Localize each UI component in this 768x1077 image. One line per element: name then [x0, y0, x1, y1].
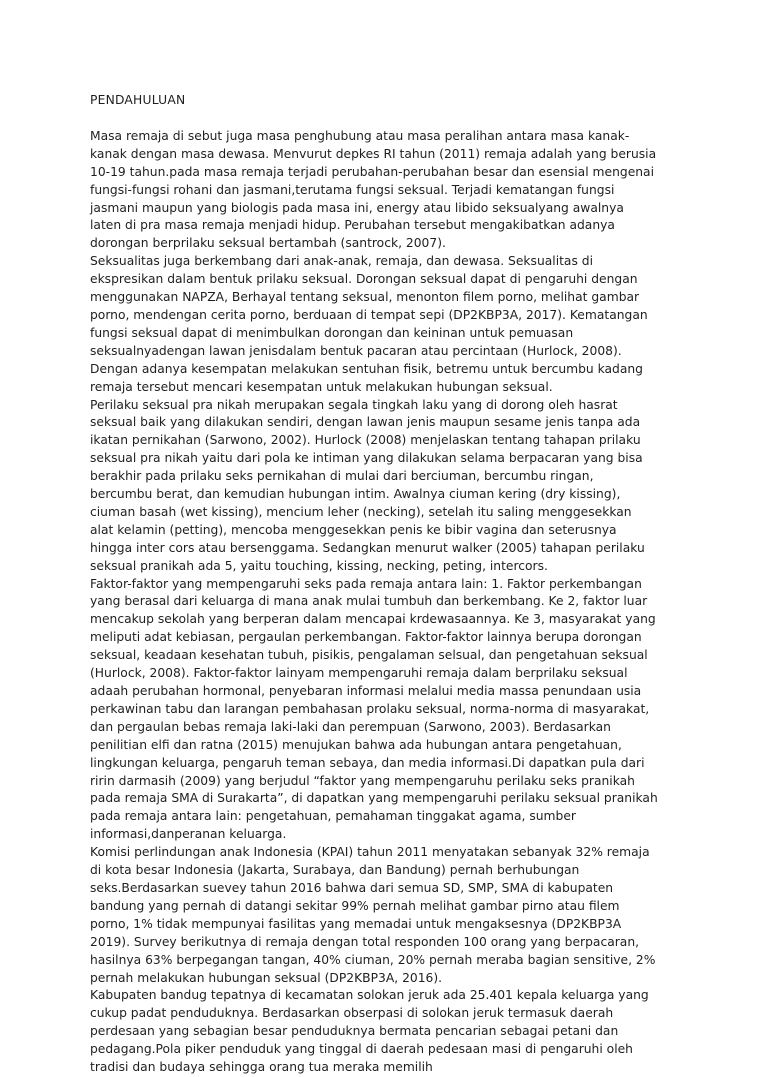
- paragraph-5: Komisi perlindungan anak Indonesia (KPAI) tahun 2011 menyatakan sebanyak 32% remaja di kota besar Indonesia (Jakarta, Surabaya, dan Bandung) pernah berhubungan seks.Berdasarkan suevey tahun 2016 bahwa dari semua SD, SMP, SMA di kabupaten bandung yang pernah di datangi sekitar 99% pernah melihat gambar pirno atau filem porno, 1% tidak mempunyai fasilitas yang memadai untuk mengaksesnya (DP2KBP3A 2019). Survey berikutnya di remaja dengan total responden 100 orang yang berpacaran, hasilnya 63% berpegangan tangan, 40% ciuman, 20% pernah meraba bagian sensitive, 2% pernah melakukan hubungan seksual (DP2KBP3A, 2016).: [90, 845, 656, 985]
- paragraph-2: Seksualitas juga berkembang dari anak-anak, remaja, dan dewasa. Seksualitas di ekspresikan dalam bentuk prilaku seksual. Dorongan seksual dapat di pengaruhi dengan menggunakan NAPZA, Berhayal tentang seksual, menonton filem porno, melihat gambar porno, mendengan cerita porno, berduaan di tempat sepi (DP2KBP3A, 2017). Kematangan fungsi seksual dapat di menimbulkan dorongan dan keininan untuk pemuasan seksualnyadengan lawan jenisdalam bentuk pacaran atau percintaan (Hurlock, 2008). Dengan adanya kesempatan melakukan sentuhan fisik, betremu untuk bercumbu kadang remaja tersebut mencari kesempatan untuk melakukan hubungan seksual.: [90, 254, 648, 394]
- paragraph-1: Masa remaja di sebut juga masa penghubung atau masa peralihan antara masa kanak-kanak dengan masa dewasa. Menvurut depkes RI tahun (2011) remaja adalah yang berusia 10-19 tahun.pada masa remaja terjadi perubahan-perubahan besar dan esensial mengenai fungsi-fungsi rohani dan jasmani,terutama fungsi seksual. Terjadi kematangan fungsi jasmani maupun yang biologis pada masa ini, energy atau libido seksualyang awalnya laten di pra masa remaja menjadi hidup. Perubahan tersebut mengakibatkan adanya dorongan berprilaku seksual bertambah (santrock, 2007).: [90, 128, 657, 251]
- paragraph-3: Perilaku seksual pra nikah merupakan segala tingkah laku yang di dorong oleh hasrat seksual baik yang dilakukan sendiri, dengan lawan jenis maupun sesame jenis tanpa ada ikatan pernikahan (Sarwono, 2002). Hurlock (2008) menjelaskan tentang tahapan prilaku seksual pra nikah yaitu dari pola ke intiman yang dilakukan selama berpacaran yang bisa berakhir pada prilaku seks pernikahan di mulai dari berciuman, bercumbu ringan, bercumbu berat, dan kemudian hubungan intim. Awalnya ciuman kering (dry kissing), ciuman basah (wet kissing), mencium leher (necking), setelah itu saling menggesekkan alat kelamin (petting), mencoba menggesekkan penis ke bibir vagina dan seterusnya hingga inter cors atau bersenggama. Sedangkan menurut walker (2005) tahapan perilaku seksual pranikah ada 5, yaitu touching, kissing, necking, peting, intercors.: [90, 397, 645, 573]
- document-title: PENDAHULUAN: [90, 93, 186, 107]
- paragraph-4: Faktor-faktor yang mempengaruhi seks pada remaja antara lain: 1. Faktor perkembangan yang berasal dari keluarga di mana anak mulai tumbuh dan berkembang. Ke 2, faktor luar mencakup sekolah yang berperan dalam mencapai krdewasaannya. Ke 3, masyarakat yang meliputi adat kebiasan, pergaulan perkembangan. Faktor-faktor lainnya berupa dorongan seksual, keadaan kesehatan tubuh, pisikis, pengalaman selsual, dan pengetahuan seksual (Hurlock, 2008). Faktor-faktor lainyam mempengaruhi remaja dalam berprilaku seksual adaah perubahan hormonal, penyebaran informasi melalui media massa penundaan usia perkawinan tabu dan larangan pembahasan prolaku seksual, norma-norma di masyarakat, dan pergaulan bebas remaja laki-laki dan perempuan (Sarwono, 2003). Berdasarkan penilitian elfi dan ratna (2015) menujukan bahwa ada hubungan antara pengetahuan, lingkungan keluarga, pengaruh teman sebaya, dan media informasi.Di dapatkan pula dari ririn darmasih (2009) yang berjudul “faktor yang mempengaruhu perilaku seks pranikah pada remaja SMA di Surakarta”, di dapatkan yang mempengaruhi perilaku seksual pranikah pada remaja antara lain: pengetahuan, pemahaman tinggakat agama, sumber informasi,danperanan keluarga.: [90, 576, 658, 842]
- paragraph-6: Kabupaten bandug tepatnya di kecamatan solokan jeruk ada 25.401 kepala keluarga yang cukup padat penduduknya. Berdasarkan obserpasi di solokan jeruk termasuk daerah perdesaan yang sebagian besar penduduknya bermata pencarian sebagai petani dan pedagang.Pola piker penduduk yang tinggal di daerah pedesaan masi di pengaruhi oleh tradisi dan budaya sehingga orang tua meraka memilih: [90, 988, 649, 1075]
